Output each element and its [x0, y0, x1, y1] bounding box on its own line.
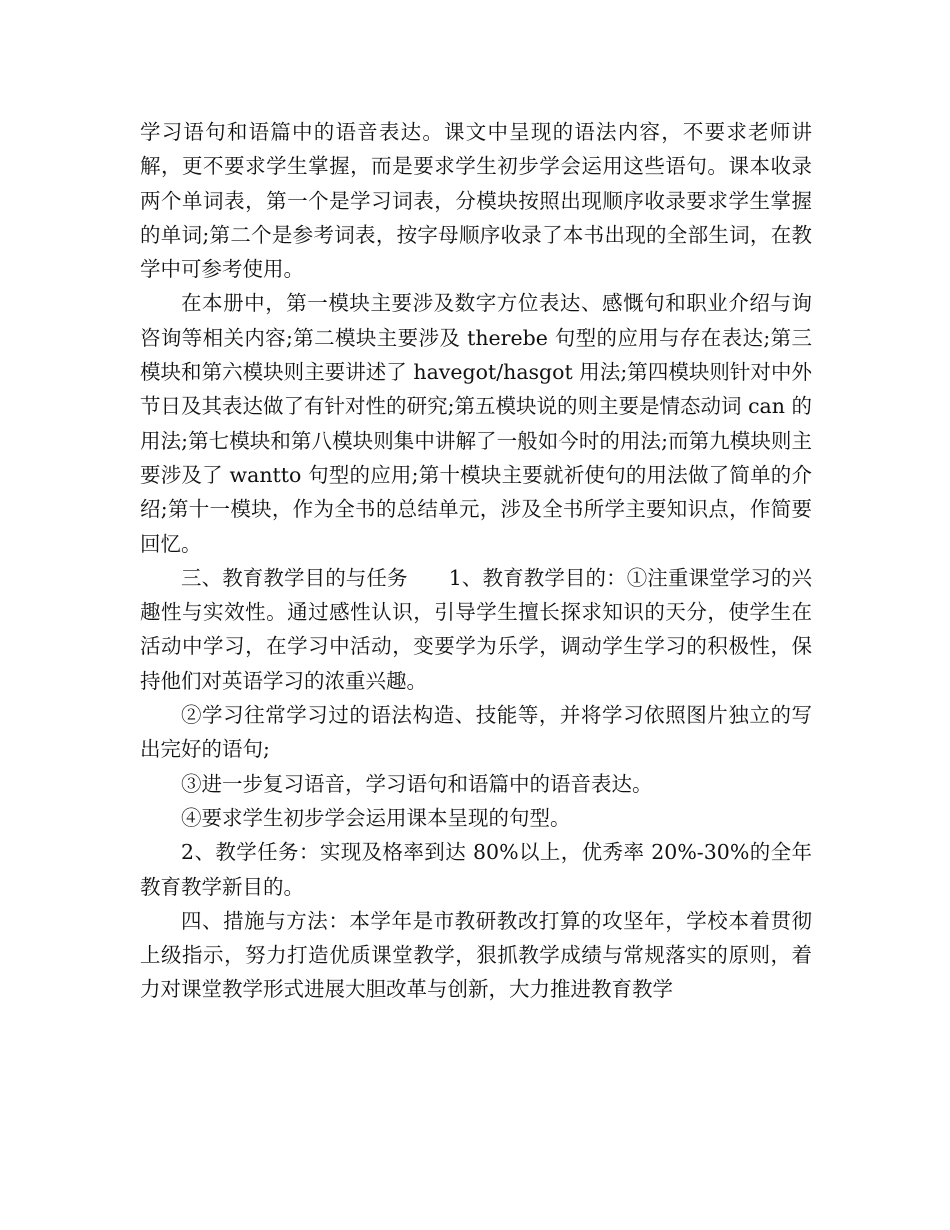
paragraph-goal-2: ②学习往常学习过的语法构造、技能等，并将学习依照图片独立的写出完好的语句; [140, 703, 812, 762]
paragraph-modules: 在本册中，第一模块主要涉及数字方位表达、感慨句和职业介绍与询咨询等相关内容;第二模块主要涉及 therebe 句型的应用与存在表达;第三模块和第六模块则主要讲述了 havegot/hasgot 用法;第四模块则针对中外节日及其表达做了有针对性的研究;第五模块说的则主要是情态动词 can 的用法;第七模块和第八模块则集中讲解了一般如今时的用法;而第九模块则主要涉及了 wantto 句型的应用;第十模块主要就祈使句的用法做了简单的介绍;第十一模块，作为全书的总结单元，涉及全书所学主要知识点，作简要回忆。 [140, 291, 812, 556]
paragraph-tasks: 2、教学任务：实现及格率到达 80%以上，优秀率 20%-30%的全年教育教学新目的。 [140, 840, 812, 899]
document-body [140, 115, 812, 1007]
paragraph-goal-4: ④要求学生初步学会运用课本呈现的句型。 [181, 805, 571, 830]
paragraph-measures: 四、措施与方法：本学年是市教研教改打算的攻坚年，学校本着贯彻上级指示，努力打造优质课堂教学，狠抓教学成绩与常规落实的原则，着力对课堂教学形式进展大胆改革与创新，大力推进教育教学 [140, 908, 812, 1002]
paragraph-continuation: 学习语句和语篇中的语音表达。课文中呈现的语法内容，不要求老师讲解，更不要求学生掌握，而是要求学生初步学会运用这些语句。课本收录两个单词表，第一个是学习词表，分模块按照出现顺序收录要求学生掌握的单词;第二个是参考词表，按字母顺序收录了本书出现的全部生词，在教学中可参考使用。 [140, 120, 812, 282]
paragraph-goals: 三、教育教学目的与任务 1、教育教学目的：①注重课堂学习的兴趣性与实效性。通过感性认识，引导学生擅长探求知识的天分，使学生在活动中学习，在学习中活动，变要学为乐学，调动学生学习的积极性，保持他们对英语学习的浓重兴趣。 [140, 565, 812, 693]
paragraph-goal-3: ③进一步复习语音，学习语句和语篇中的语音表达。 [181, 771, 653, 796]
